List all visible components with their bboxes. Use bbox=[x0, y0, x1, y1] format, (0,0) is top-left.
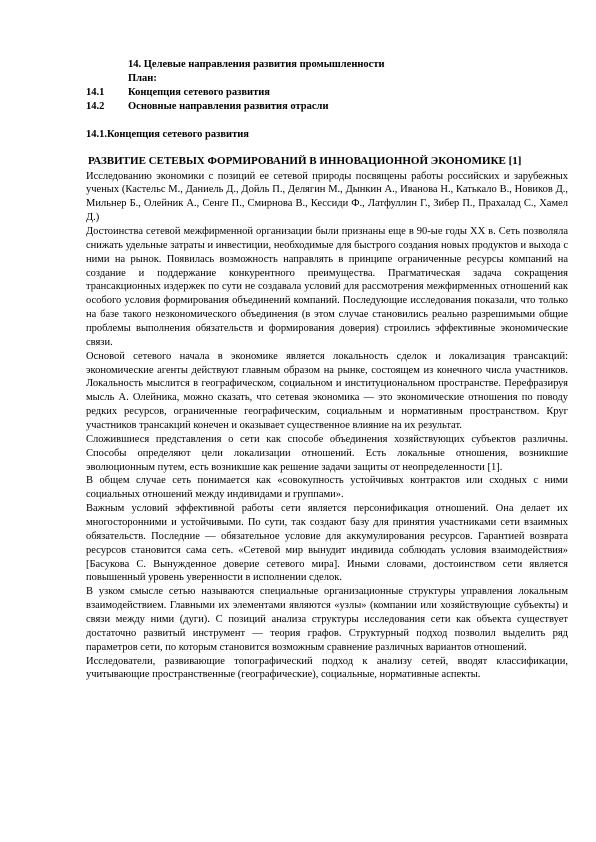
paragraph: Важным условий эффективной работы сети является персонификация отношений. Она делает их многосторонними и устойчивыми. По сути, так создают базу для принятия участниками сети взаимных обязательств. Последние — обязательное условие для аккумулирования ресурсов. Гарантией возврата ресурсов становится сама сеть. «Сетевой мир вынудит индивида соблюдать условия взаимодействия» [Басукова С. Вынужденное доверие сетевого мира]. Иными словами, достоинством сети является повышенный уровень уверенности в исполнении сделок. bbox=[86, 503, 568, 584]
article-heading: РАЗВИТИЕ СЕТЕВЫХ ФОРМИРОВАНИЙ В ИННОВАЦИОННОЙ ЭКОНОМИКЕ [1] bbox=[88, 155, 522, 167]
paragraph: В узком смысле сетью называются специальные организационные структуры управления локальным взаимодействием. Главными их элементами являются «узлы» (компании или хозяйствующие субъекты) и связи между ними (дуги). С позиций анализа структуры исследования сети как объекта существует достаточно развитый инструмент — теория графов. Структурный подход позволил выделить ряд параметров сети, по которым становится возможным сравнение различных вариантов отношений. bbox=[86, 586, 568, 653]
paragraph: Исследователи, развивающие топографический подход к анализу сетей, вводят классификации, учитывающие пространственные (географические), социальные, нормативные аспекты. bbox=[86, 655, 568, 681]
plan-item-number: 14.2 bbox=[86, 101, 105, 112]
plan-item bbox=[86, 86, 270, 100]
document-body bbox=[86, 154, 568, 682]
paragraph: В общем случае сеть понимается как «совокупность устойчивых контрактов или сходных с ними социальных отношений между индивидами и группами». bbox=[86, 475, 568, 501]
plan-item bbox=[86, 100, 329, 114]
plan-item-number: 14.1 bbox=[86, 87, 105, 98]
paragraph: Достоинства сетевой межфирменной организации были признаны еще в 90-ые годы XX в. Сеть позволяла снижать удельные затраты и инвестиции, необходимые для быстрого создания новых продуктов и выхода с ними на рынок. Появилась возможность направлять в принципе ограниченные ресурсы компаний на создание и поддержание конкурентного преимущества. Прагматическая задача сокращения трансакционных издержек по сути не создавала условий для рассмотрения межфирменных отношений как особого условия формирования объединений компаний. Последующие исследования показали, что только на базе такого незкономического объединения (в этом случае становились реально разрешимыми общие проблемы выполнения обязательств и формирования доверия) строились эффективные экономические связи. bbox=[86, 225, 568, 348]
paragraph: Исследованию экономики с позиций ее сетевой природы посвящены работы российских и зарубежных ученых (Кастельс М., Даниель Д., Дойль П., Делягин М., Дынкин А., Иванова Н., Катькало В., Новиков Д., Мильнер Б., Олейник А., Сенге П., Смирнова В., Кессиди Ф., Латфуллин Г., Зибер П., Прахалад С., Хамел Д.) bbox=[86, 170, 568, 224]
section-heading: 14.1.Концепция сетевого развития bbox=[86, 129, 249, 140]
paragraph: Сложившиеся представления о сети как способе объединения хозяйствующих субъектов различны. Способы определяют цели локализации отношений. Есть локальные отношения, возникшие эволюционным путем, есть возникшие как решение задачи защиты от неопределенности [1]. bbox=[86, 433, 568, 473]
plan-item-text: Концепция сетевого развития bbox=[128, 87, 270, 98]
plan-label: План: bbox=[128, 73, 157, 84]
page-title: 14. Целевые направления развития промышленности bbox=[128, 59, 385, 70]
plan-item-text: Основные направления развития отрасли bbox=[128, 101, 329, 112]
paragraph: Основой сетевого начала в экономике является локальность сделок и локализация трансакций: экономические агенты действуют главным образом на рынке, состоящем из конечного числа участников. Локальность мыслится в географическом, социальном и институциональном пространстве. Перефразируя мысль А. Олейника, можно сказать, что сетевая экономика — это экономические отношения по поводу редких ресурсов, ограниченные географическим, социальным и нормативным пространством. Круг участников трансакций конечен и оказывает существенное влияние на их результат. bbox=[86, 350, 568, 431]
